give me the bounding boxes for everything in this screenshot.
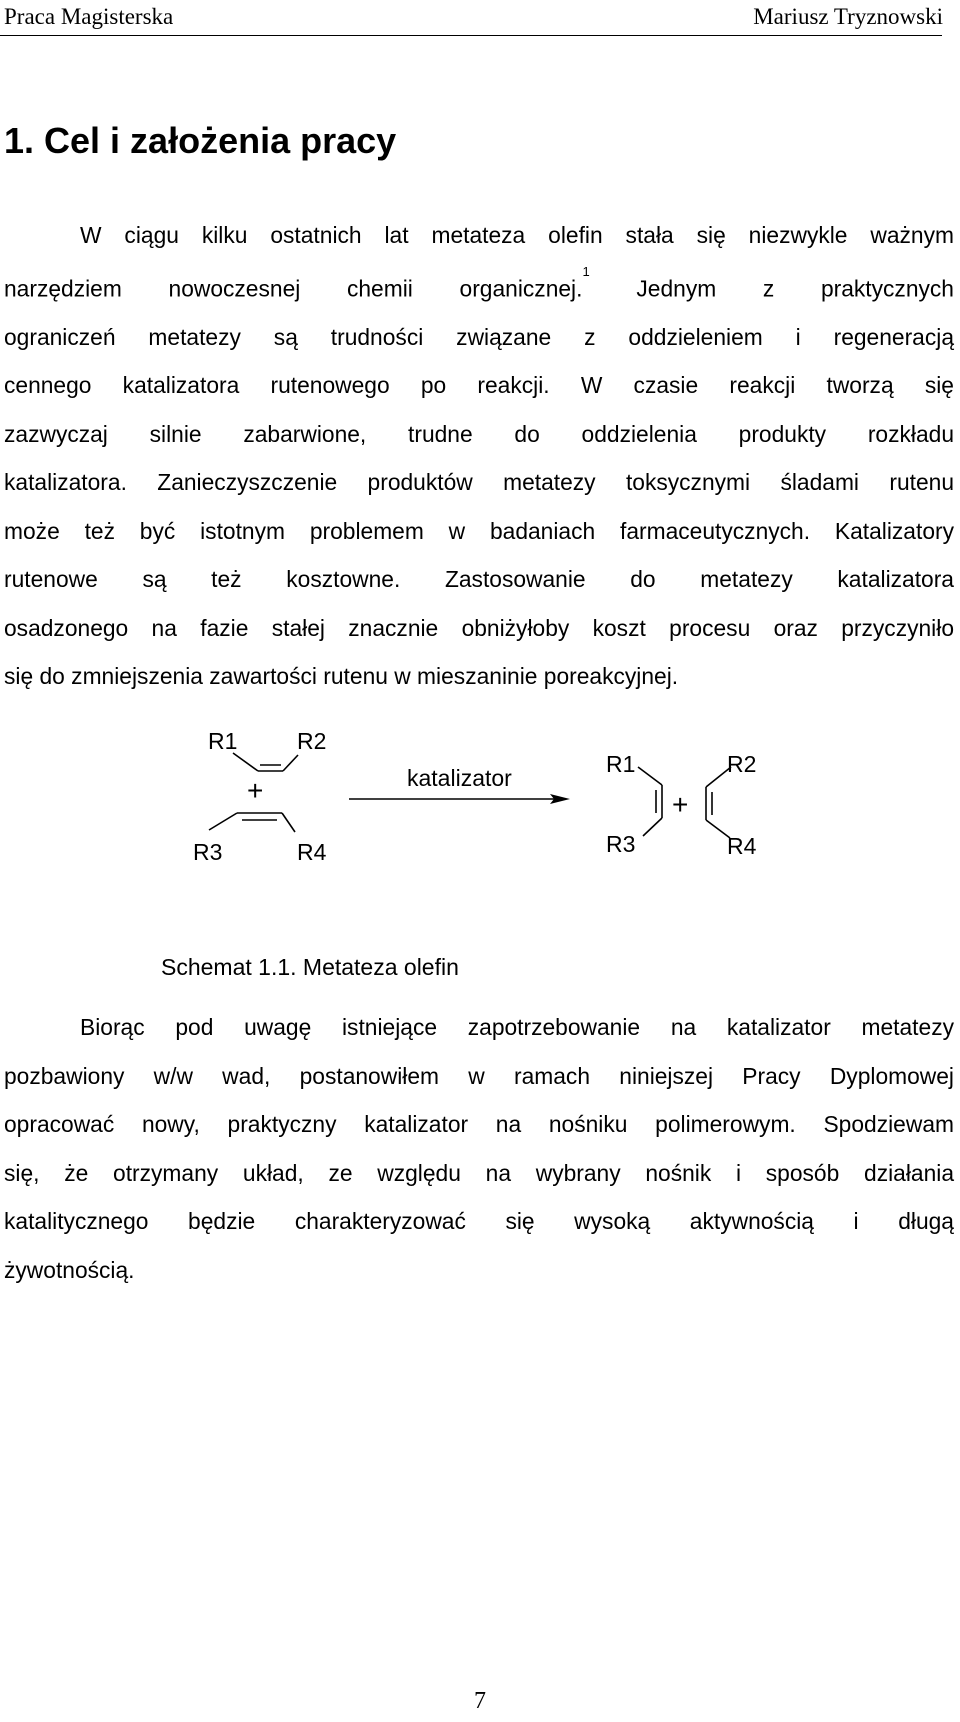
text-line: opracować nowy, praktyczny katalizator na nośniku polimerowym. Spodziewam <box>4 1111 954 1137</box>
text-line: zazwyczaj silnie zabarwione, trudne do oddzielenia produkty rozkładu <box>4 420 954 447</box>
arrow-label-catalyst: katalizator <box>407 765 512 791</box>
text-line: ograniczeń metatezy są trudności związane z oddzieleniem i regeneracją <box>4 323 954 350</box>
reactant2-left-label: R3 <box>193 839 223 865</box>
footnote-reference[interactable]: 1 <box>582 263 590 279</box>
plus-sign: + <box>672 789 689 820</box>
text-line: cennego katalizatora rutenowego po reakcji. W czasie reakcji tworzą się <box>4 372 954 399</box>
section-title: 1. Cel i założenia pracy <box>4 120 397 161</box>
text-line: może też być istotnym problemem w badaniach farmaceutycznych. Katalizatory <box>4 517 954 544</box>
bond-line <box>638 767 662 785</box>
text-line: rutenowe są też kosztowne. Zastosowanie do metatezy katalizatora <box>4 566 954 593</box>
page-header <box>0 0 960 40</box>
text-line: się do zmniejszenia zawartości rutenu w mieszaninie poreakcyjnej. <box>4 663 679 690</box>
scheme-caption: Schemat 1.1. Metateza olefin <box>161 954 459 980</box>
text-line: katalizatora. Zanieczyszczenie produktów metatezy toksycznymi śladami rutenu <box>4 469 954 496</box>
text-line: się, że otrzymany układ, ze względu na wybrany nośnik i sposób działania <box>4 1159 954 1186</box>
text-line: narzędziem nowoczesnej chemii organicznej.$^1$ Jednym z praktycznych <box>4 263 954 302</box>
product2-bottom-label: R4 <box>727 833 757 859</box>
bond-line <box>282 813 295 832</box>
text-line: Biorąc pod uwagę istniejące zapotrzebowanie na katalizator metatezy <box>80 1014 954 1040</box>
bond-line <box>283 755 298 771</box>
text-line: żywotnością. <box>4 1256 135 1283</box>
text-line: osadzonego na fazie stałej znacznie obniżyłoby koszt procesu oraz przyczyniło <box>4 614 954 641</box>
metathesis-scheme <box>0 720 960 900</box>
header-thesis-type: Praca Magisterska <box>4 4 174 29</box>
intro-paragraph <box>4 211 954 701</box>
header-divider <box>0 35 942 36</box>
page-number: 7 <box>474 1688 486 1714</box>
bond-line <box>233 753 258 771</box>
reactant1-right-label: R2 <box>297 728 327 754</box>
reactant1-left-label: R1 <box>208 728 238 754</box>
scheme-drawing <box>0 720 960 900</box>
bond-line <box>706 767 731 787</box>
reactant2-right-label: R4 <box>297 839 327 865</box>
goal-paragraph <box>4 1003 954 1294</box>
header-author: Mariusz Tryznowski <box>753 4 943 29</box>
text-line: katalitycznego będzie charakteryzować się wysoką aktywnością i długą <box>4 1208 954 1234</box>
bond-line <box>209 813 237 830</box>
text-line: W ciągu kilku ostatnich lat metateza olefin stała się niezwykle ważnym <box>80 222 954 248</box>
product1-top-label: R1 <box>606 751 636 777</box>
bond-line <box>643 818 662 836</box>
plus-sign: + <box>247 775 264 806</box>
product2-top-label: R2 <box>727 751 757 777</box>
product1-bottom-label: R3 <box>606 831 636 857</box>
text-line: pozbawiony w/w wad, postanowiłem w ramach niniejszej Pracy Dyplomowej <box>4 1062 954 1089</box>
